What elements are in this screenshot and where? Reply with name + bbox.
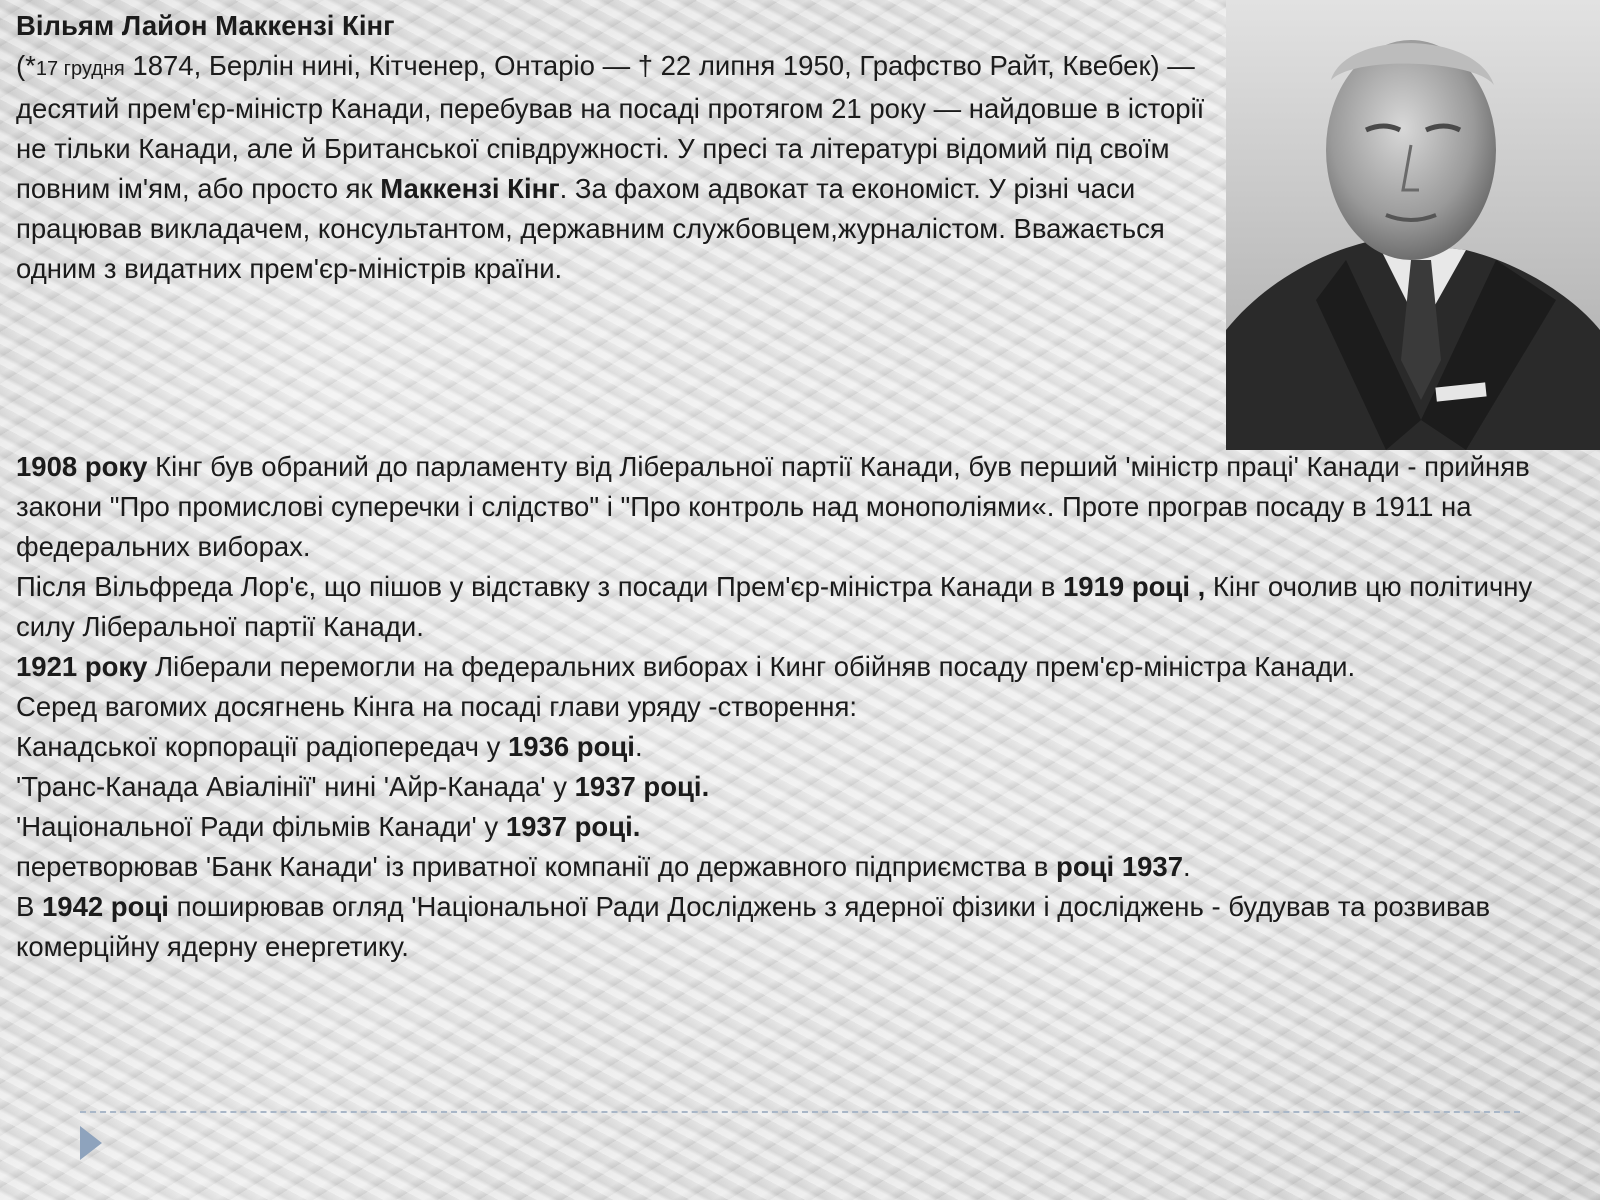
year-1908: 1908 року [16,451,148,482]
paragraph-1908-text: Кінг був обраний до парламенту від Ліберальної партії Канади, був перший 'міністр праці' Канади - прийняв закони "Про промислові суперечки і слідство" і "Про контроль над монополіями«. Проте програв посаду в 1911 на федеральних виборах. [16,451,1530,562]
year-1937-film: 1937 році. [505,811,641,842]
paragraph-1919 [16,567,1586,647]
year-1942: 1942 році [41,891,169,922]
intro-name-bold: Маккензі Кінг [380,173,560,204]
paragraph-1942 [16,887,1586,967]
achievement-film-board-text: 'Національної Ради фільмів Канади' у [16,811,506,842]
intro-text [16,46,1216,289]
birth-prefix: (* [16,50,36,81]
paragraph-1921-text: Лiберали перемогли на федеральних виборах і Кинг обійняв посаду прем'єр-міністра Канади. [147,651,1356,682]
achievement-radio-end: . [634,731,643,762]
portrait-photo [1226,0,1600,450]
intro-paragraph [16,6,1216,289]
paragraph-1919-text: Після Вільфреда Лор'є, що пішов у відставку з посади Прем'єр-міністра Канади в [16,571,1064,602]
play-arrow-icon[interactable] [80,1126,102,1160]
paragraph-1908 [16,447,1586,567]
achievement-radio [16,727,1586,767]
achievement-film-board [16,807,1586,847]
paragraph-1942-text: поширював огляд 'Національної Ради Досліджень з ядерної фізики і досліджень - будував та розвивав комерційну ядерну енергетику. [16,891,1491,962]
achievement-bank-end: . [1183,851,1191,882]
intro-text-part1: 1874, Берлін нині, Кітченер, Онтаріо — † 22 липня 1950, Графство Райт, Квебек) — десятий прем'єр-міністр Канади, перебував на посаді протягом 21 року — найдовше в історії не тільки Канади, але й Британської співдружності. У пресі та літературі відомий під своїм повним ім'ям, або просто як [16,50,1205,204]
year-1921: 1921 року [16,651,148,682]
paragraph-1942-start: В [16,891,42,922]
birth-day: 17 грудня [35,58,125,80]
portrait-icon [1226,0,1600,450]
year-1937-airline: 1937 році. [574,771,710,802]
year-1919: 1919 році , [1063,571,1206,602]
paragraph-1919-text2: Кінг очолив цю політичну силу Ліберальної партії Канади. [16,571,1533,642]
footer-divider [80,1111,1520,1113]
year-1936: 1936 році [507,731,635,762]
achievement-radio-text: Канадської корпорації радіопередач у [16,731,508,762]
paragraph-1921 [16,647,1586,687]
achievement-airline [16,767,1586,807]
achievement-bank [16,847,1586,887]
intro-text-part2: . За фахом адвокат та економіст. У різні часи працював викладачем, консультантом, державним службовцем,журналістом. Вважається одним з видатних прем'єр-міністрів країни. [16,173,1165,284]
achievement-bank-text: перетворював 'Банк Канади' із приватної компанії до державного підприємства в [16,851,1057,882]
body-text [16,447,1586,967]
year-1937-bank: році 1937 [1056,851,1184,882]
page-title: Вільям Лайон Маккензі Кінг [16,10,395,41]
achievement-airline-text: 'Транс-Канада Авіалінії' нині 'Айр-Канада' у [16,771,575,802]
achievements-intro: Серед вагомих досягнень Кінга на посаді глави уряду -створення: [16,691,857,722]
